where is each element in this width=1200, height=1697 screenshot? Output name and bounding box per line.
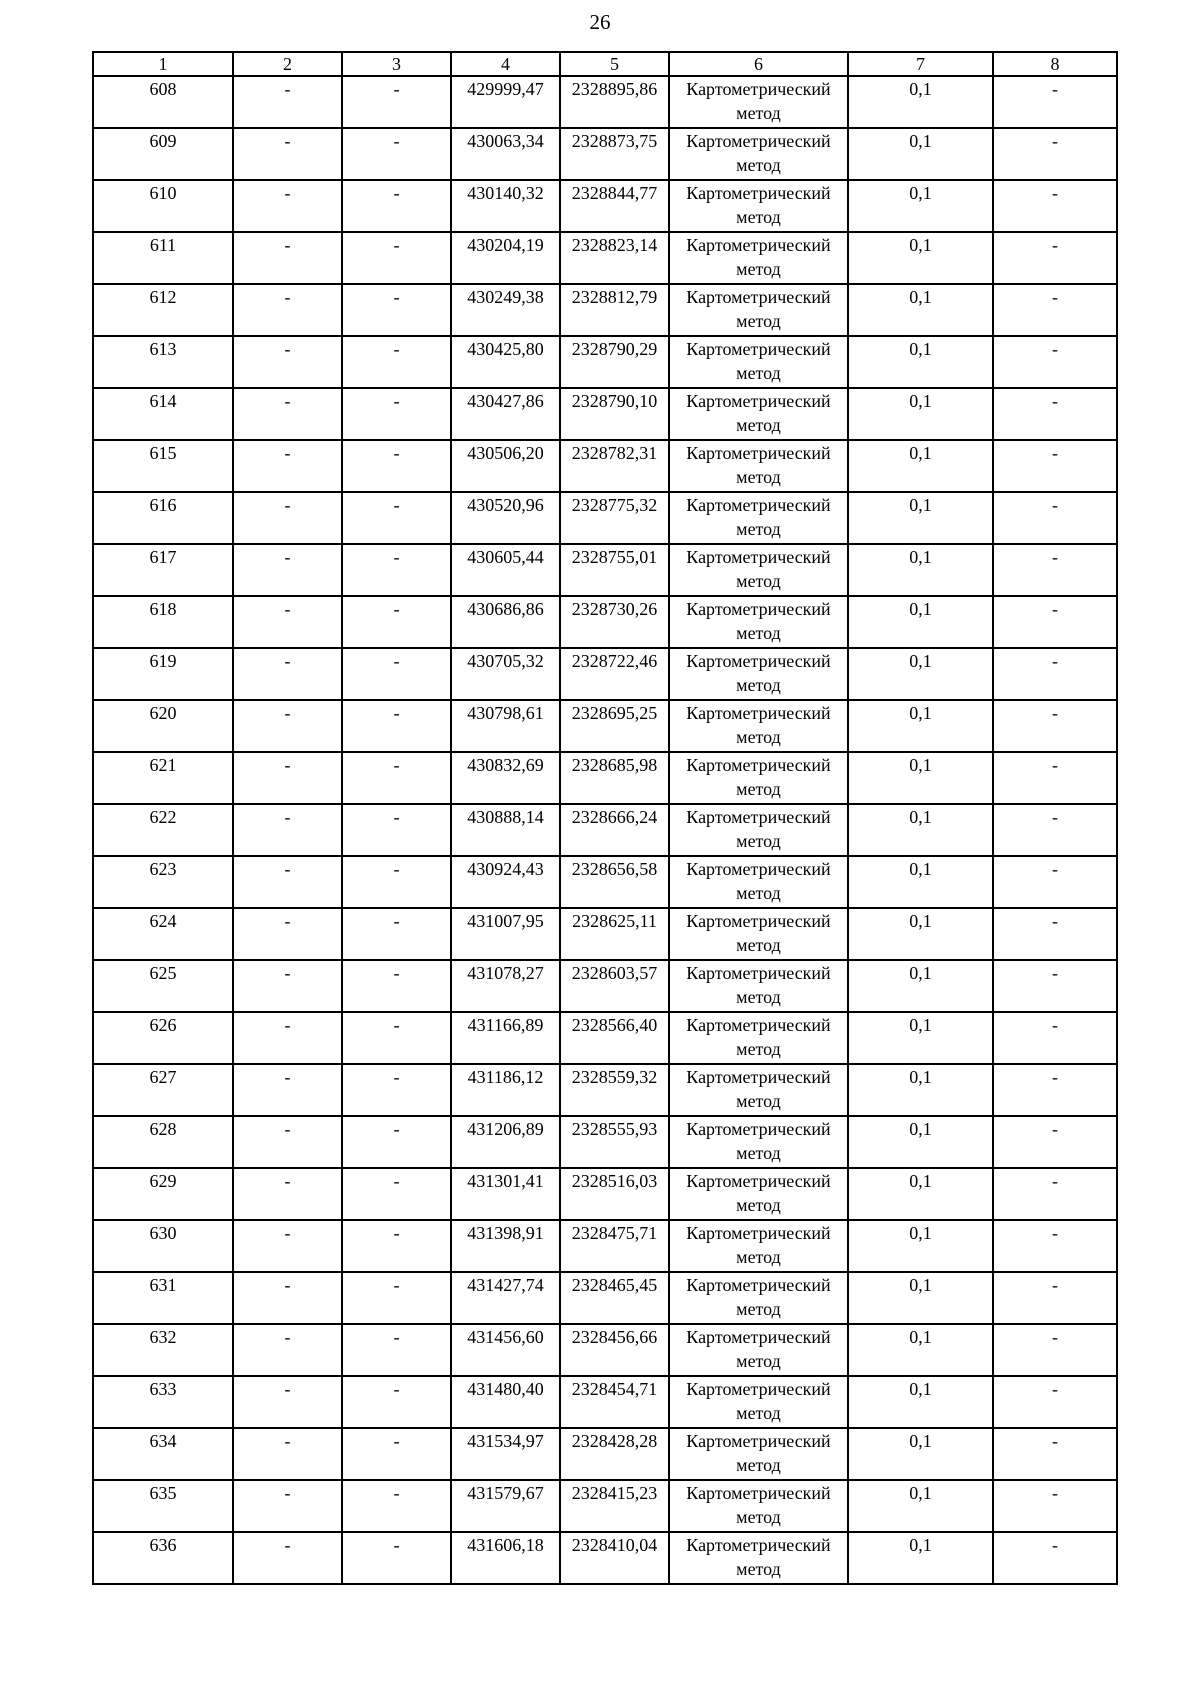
col2-cell: - [233,596,342,648]
method-cell: Картометрический метод [669,284,848,336]
table-row [93,1220,1117,1272]
col3-cell: - [342,1220,451,1272]
col2-cell: - [233,1064,342,1116]
y-coordinate-cell: 2328555,93 [560,1116,669,1168]
method-cell: Картометрический метод [669,1532,848,1584]
accuracy-cell: 0,1 [848,232,993,284]
accuracy-cell: 0,1 [848,960,993,1012]
table-row [93,1116,1117,1168]
col8-cell: - [993,388,1117,440]
accuracy-cell: 0,1 [848,1012,993,1064]
column-header: 4 [451,52,560,76]
method-cell: Картометрический метод [669,1324,848,1376]
y-coordinate-cell: 2328559,32 [560,1064,669,1116]
col3-cell: - [342,908,451,960]
column-header: 5 [560,52,669,76]
x-coordinate-cell: 431206,89 [451,1116,560,1168]
y-coordinate-cell: 2328790,10 [560,388,669,440]
col8-cell: - [993,1220,1117,1272]
y-coordinate-cell: 2328722,46 [560,648,669,700]
method-cell: Картометрический метод [669,180,848,232]
table-row [93,1376,1117,1428]
col2-cell: - [233,1012,342,1064]
col8-cell: - [993,284,1117,336]
col3-cell: - [342,336,451,388]
x-coordinate-cell: 431579,67 [451,1480,560,1532]
x-coordinate-cell: 430832,69 [451,752,560,804]
col8-cell: - [993,1324,1117,1376]
x-coordinate-cell: 431166,89 [451,1012,560,1064]
col3-cell: - [342,180,451,232]
accuracy-cell: 0,1 [848,1480,993,1532]
table-row [93,1064,1117,1116]
col8-cell: - [993,180,1117,232]
x-coordinate-cell: 430520,96 [451,492,560,544]
col2-cell: - [233,1168,342,1220]
point-number-cell: 630 [93,1220,233,1272]
method-cell: Картометрический метод [669,1116,848,1168]
y-coordinate-cell: 2328475,71 [560,1220,669,1272]
x-coordinate-cell: 431480,40 [451,1376,560,1428]
point-number-cell: 636 [93,1532,233,1584]
point-number-cell: 629 [93,1168,233,1220]
table-row [93,388,1117,440]
point-number-cell: 620 [93,700,233,752]
accuracy-cell: 0,1 [848,180,993,232]
col8-cell: - [993,1116,1117,1168]
y-coordinate-cell: 2328790,29 [560,336,669,388]
point-number-cell: 615 [93,440,233,492]
column-header: 8 [993,52,1117,76]
x-coordinate-cell: 430605,44 [451,544,560,596]
col3-cell: - [342,648,451,700]
method-cell: Картометрический метод [669,648,848,700]
x-coordinate-cell: 431398,91 [451,1220,560,1272]
x-coordinate-cell: 430140,32 [451,180,560,232]
x-coordinate-cell: 431078,27 [451,960,560,1012]
y-coordinate-cell: 2328755,01 [560,544,669,596]
col8-cell: - [993,908,1117,960]
col2-cell: - [233,544,342,596]
y-coordinate-cell: 2328873,75 [560,128,669,180]
method-cell: Картометрический метод [669,1064,848,1116]
accuracy-cell: 0,1 [848,544,993,596]
col8-cell: - [993,232,1117,284]
method-cell: Картометрический метод [669,128,848,180]
point-number-cell: 619 [93,648,233,700]
table-row [93,180,1117,232]
point-number-cell: 626 [93,1012,233,1064]
method-cell: Картометрический метод [669,752,848,804]
table-row [93,336,1117,388]
accuracy-cell: 0,1 [848,336,993,388]
table-row [93,908,1117,960]
col8-cell: - [993,1168,1117,1220]
col8-cell: - [993,1272,1117,1324]
col8-cell: - [993,752,1117,804]
table-row [93,128,1117,180]
col8-cell: - [993,440,1117,492]
y-coordinate-cell: 2328415,23 [560,1480,669,1532]
table-row [93,700,1117,752]
col3-cell: - [342,128,451,180]
col2-cell: - [233,388,342,440]
y-coordinate-cell: 2328410,04 [560,1532,669,1584]
col8-cell: - [993,648,1117,700]
point-number-cell: 621 [93,752,233,804]
col8-cell: - [993,544,1117,596]
method-cell: Картометрический метод [669,1012,848,1064]
col3-cell: - [342,76,451,128]
col8-cell: - [993,492,1117,544]
col3-cell: - [342,1324,451,1376]
table-row [93,1272,1117,1324]
table-row [93,804,1117,856]
table-row [93,1428,1117,1480]
col3-cell: - [342,1064,451,1116]
column-header: 3 [342,52,451,76]
accuracy-cell: 0,1 [848,1428,993,1480]
table-row [93,1012,1117,1064]
method-cell: Картометрический метод [669,1428,848,1480]
col8-cell: - [993,1376,1117,1428]
column-header: 6 [669,52,848,76]
col3-cell: - [342,700,451,752]
accuracy-cell: 0,1 [848,1532,993,1584]
method-cell: Картометрический метод [669,960,848,1012]
x-coordinate-cell: 429999,47 [451,76,560,128]
col8-cell: - [993,1480,1117,1532]
col3-cell: - [342,856,451,908]
col2-cell: - [233,1532,342,1584]
col3-cell: - [342,284,451,336]
accuracy-cell: 0,1 [848,76,993,128]
col8-cell: - [993,1064,1117,1116]
y-coordinate-cell: 2328516,03 [560,1168,669,1220]
table-row [93,232,1117,284]
point-number-cell: 616 [93,492,233,544]
y-coordinate-cell: 2328456,66 [560,1324,669,1376]
accuracy-cell: 0,1 [848,1272,993,1324]
col8-cell: - [993,1428,1117,1480]
accuracy-cell: 0,1 [848,1324,993,1376]
col3-cell: - [342,960,451,1012]
x-coordinate-cell: 430798,61 [451,700,560,752]
point-number-cell: 624 [93,908,233,960]
col3-cell: - [342,1012,451,1064]
col3-cell: - [342,440,451,492]
y-coordinate-cell: 2328656,58 [560,856,669,908]
col3-cell: - [342,1376,451,1428]
x-coordinate-cell: 431427,74 [451,1272,560,1324]
table-row [93,960,1117,1012]
accuracy-cell: 0,1 [848,700,993,752]
point-number-cell: 625 [93,960,233,1012]
y-coordinate-cell: 2328695,25 [560,700,669,752]
x-coordinate-cell: 430204,19 [451,232,560,284]
accuracy-cell: 0,1 [848,856,993,908]
x-coordinate-cell: 431301,41 [451,1168,560,1220]
col3-cell: - [342,1428,451,1480]
table-row [93,544,1117,596]
table-row [93,440,1117,492]
col3-cell: - [342,388,451,440]
col2-cell: - [233,1428,342,1480]
column-header: 2 [233,52,342,76]
table-row [93,76,1117,128]
table-row [93,492,1117,544]
y-coordinate-cell: 2328775,32 [560,492,669,544]
accuracy-cell: 0,1 [848,284,993,336]
method-cell: Картометрический метод [669,1376,848,1428]
x-coordinate-cell: 430888,14 [451,804,560,856]
col2-cell: - [233,648,342,700]
point-number-cell: 612 [93,284,233,336]
point-number-cell: 609 [93,128,233,180]
accuracy-cell: 0,1 [848,596,993,648]
col2-cell: - [233,1480,342,1532]
col8-cell: - [993,128,1117,180]
table-body [93,76,1117,1584]
y-coordinate-cell: 2328782,31 [560,440,669,492]
page-number: 26 [589,10,611,34]
table-row [93,1324,1117,1376]
method-cell: Картометрический метод [669,440,848,492]
table-row [93,1532,1117,1584]
col3-cell: - [342,492,451,544]
col3-cell: - [342,596,451,648]
y-coordinate-cell: 2328812,79 [560,284,669,336]
col2-cell: - [233,804,342,856]
col8-cell: - [993,336,1117,388]
col3-cell: - [342,544,451,596]
x-coordinate-cell: 430063,34 [451,128,560,180]
method-cell: Картометрический метод [669,232,848,284]
col2-cell: - [233,856,342,908]
table-row [93,856,1117,908]
col2-cell: - [233,700,342,752]
y-coordinate-cell: 2328465,45 [560,1272,669,1324]
col2-cell: - [233,492,342,544]
col3-cell: - [342,752,451,804]
table-row [93,284,1117,336]
x-coordinate-cell: 430249,38 [451,284,560,336]
x-coordinate-cell: 431534,97 [451,1428,560,1480]
col3-cell: - [342,1116,451,1168]
col3-cell: - [342,1168,451,1220]
col8-cell: - [993,1532,1117,1584]
x-coordinate-cell: 431007,95 [451,908,560,960]
col2-cell: - [233,752,342,804]
y-coordinate-cell: 2328603,57 [560,960,669,1012]
col3-cell: - [342,232,451,284]
point-number-cell: 622 [93,804,233,856]
col2-cell: - [233,440,342,492]
y-coordinate-cell: 2328625,11 [560,908,669,960]
x-coordinate-cell: 430686,86 [451,596,560,648]
point-number-cell: 628 [93,1116,233,1168]
table-header-row [93,52,1117,76]
method-cell: Картометрический метод [669,856,848,908]
method-cell: Картометрический метод [669,1168,848,1220]
accuracy-cell: 0,1 [848,388,993,440]
col2-cell: - [233,1272,342,1324]
accuracy-cell: 0,1 [848,752,993,804]
table-row [93,1480,1117,1532]
col2-cell: - [233,284,342,336]
y-coordinate-cell: 2328454,71 [560,1376,669,1428]
col8-cell: - [993,596,1117,648]
col3-cell: - [342,1532,451,1584]
method-cell: Картометрический метод [669,1220,848,1272]
method-cell: Картометрический метод [669,596,848,648]
x-coordinate-cell: 431606,18 [451,1532,560,1584]
col3-cell: - [342,1480,451,1532]
x-coordinate-cell: 431456,60 [451,1324,560,1376]
point-number-cell: 617 [93,544,233,596]
table-row [93,648,1117,700]
col2-cell: - [233,1324,342,1376]
point-number-cell: 627 [93,1064,233,1116]
accuracy-cell: 0,1 [848,1220,993,1272]
col8-cell: - [993,700,1117,752]
x-coordinate-cell: 430427,86 [451,388,560,440]
accuracy-cell: 0,1 [848,804,993,856]
method-cell: Картометрический метод [669,1272,848,1324]
point-number-cell: 614 [93,388,233,440]
x-coordinate-cell: 431186,12 [451,1064,560,1116]
x-coordinate-cell: 430924,43 [451,856,560,908]
point-number-cell: 610 [93,180,233,232]
col8-cell: - [993,856,1117,908]
col8-cell: - [993,960,1117,1012]
table-row [93,596,1117,648]
col3-cell: - [342,804,451,856]
col2-cell: - [233,960,342,1012]
y-coordinate-cell: 2328844,77 [560,180,669,232]
table-row [93,1168,1117,1220]
col2-cell: - [233,180,342,232]
column-header: 1 [93,52,233,76]
x-coordinate-cell: 430506,20 [451,440,560,492]
col2-cell: - [233,1116,342,1168]
col2-cell: - [233,336,342,388]
point-number-cell: 623 [93,856,233,908]
col2-cell: - [233,1376,342,1428]
accuracy-cell: 0,1 [848,1116,993,1168]
col8-cell: - [993,804,1117,856]
y-coordinate-cell: 2328666,24 [560,804,669,856]
accuracy-cell: 0,1 [848,1376,993,1428]
coordinates-table [92,51,1118,1585]
x-coordinate-cell: 430705,32 [451,648,560,700]
method-cell: Картометрический метод [669,1480,848,1532]
method-cell: Картометрический метод [669,492,848,544]
method-cell: Картометрический метод [669,544,848,596]
point-number-cell: 611 [93,232,233,284]
table-row [93,752,1117,804]
col8-cell: - [993,1012,1117,1064]
point-number-cell: 618 [93,596,233,648]
method-cell: Картометрический метод [669,700,848,752]
col2-cell: - [233,908,342,960]
y-coordinate-cell: 2328895,86 [560,76,669,128]
accuracy-cell: 0,1 [848,648,993,700]
accuracy-cell: 0,1 [848,128,993,180]
col2-cell: - [233,76,342,128]
accuracy-cell: 0,1 [848,492,993,544]
point-number-cell: 633 [93,1376,233,1428]
method-cell: Картометрический метод [669,388,848,440]
y-coordinate-cell: 2328685,98 [560,752,669,804]
point-number-cell: 634 [93,1428,233,1480]
accuracy-cell: 0,1 [848,440,993,492]
x-coordinate-cell: 430425,80 [451,336,560,388]
point-number-cell: 632 [93,1324,233,1376]
col3-cell: - [342,1272,451,1324]
method-cell: Картометрический метод [669,76,848,128]
col2-cell: - [233,128,342,180]
col2-cell: - [233,1220,342,1272]
method-cell: Картометрический метод [669,908,848,960]
accuracy-cell: 0,1 [848,1064,993,1116]
y-coordinate-cell: 2328428,28 [560,1428,669,1480]
y-coordinate-cell: 2328730,26 [560,596,669,648]
point-number-cell: 608 [93,76,233,128]
method-cell: Картометрический метод [669,336,848,388]
point-number-cell: 635 [93,1480,233,1532]
column-header: 7 [848,52,993,76]
y-coordinate-cell: 2328823,14 [560,232,669,284]
accuracy-cell: 0,1 [848,1168,993,1220]
point-number-cell: 631 [93,1272,233,1324]
method-cell: Картометрический метод [669,804,848,856]
col8-cell: - [993,76,1117,128]
point-number-cell: 613 [93,336,233,388]
y-coordinate-cell: 2328566,40 [560,1012,669,1064]
col2-cell: - [233,232,342,284]
accuracy-cell: 0,1 [848,908,993,960]
